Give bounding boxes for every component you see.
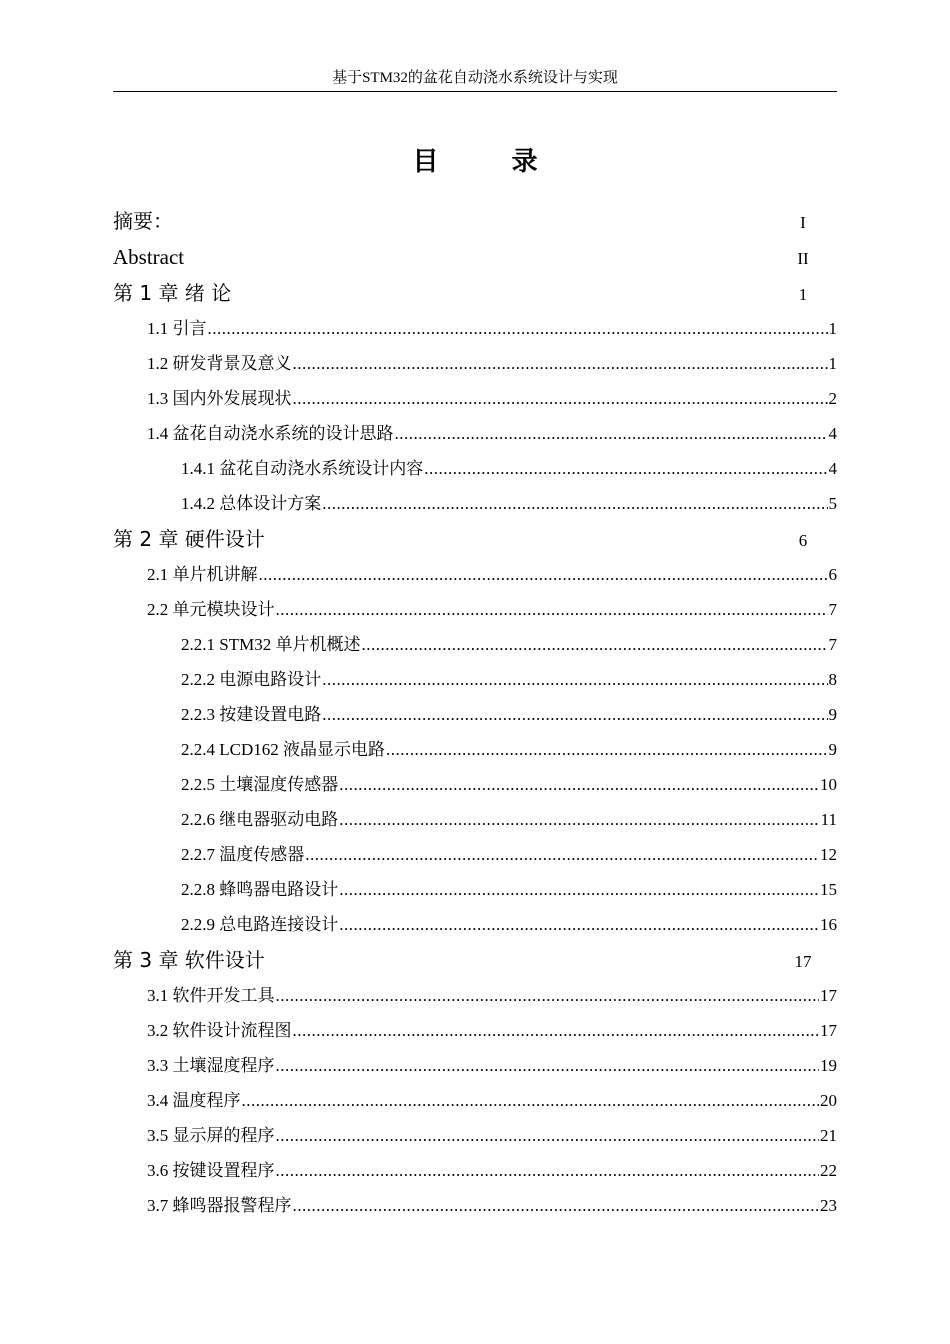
toc-entry-2-2-6[interactable] — [113, 802, 837, 837]
toc-entry-2-2-7[interactable] — [113, 837, 837, 872]
toc-entry-page: 12 — [820, 845, 837, 864]
toc-entry-page: II — [797, 249, 809, 268]
toc-entry-label: 2.2.8 蜂鸣器电路设计 — [181, 880, 339, 899]
toc-entry-chapter-2[interactable] — [113, 521, 837, 557]
dot-leader — [293, 346, 828, 381]
toc-entry-2-2-8[interactable] — [113, 872, 837, 907]
toc-entry-1-4-1[interactable] — [113, 451, 837, 486]
toc-entry-page: 17 — [820, 1021, 837, 1040]
dot-leader — [293, 381, 828, 416]
dot-leader — [386, 732, 828, 767]
toc-entry-2-2-9[interactable] — [113, 907, 837, 942]
toc-entry-label: 1.4.1 盆花自动浇水系统设计内容 — [181, 459, 424, 478]
toc-entry-label: 第 1 章 绪 论 — [113, 281, 232, 305]
toc-entry-2-2[interactable] — [113, 592, 837, 627]
toc-entry-1-2[interactable] — [113, 346, 837, 381]
toc-entry-2-2-3[interactable] — [113, 697, 837, 732]
toc-entry-label: 3.5 显示屏的程序 — [147, 1126, 275, 1145]
dot-leader — [339, 802, 819, 837]
dot-leader — [293, 1188, 820, 1223]
toc-entry-label: 1.3 国内外发展现状 — [147, 389, 292, 408]
toc-entry-page: 20 — [820, 1091, 837, 1110]
toc-entry-1-3[interactable] — [113, 381, 837, 416]
toc-entry-label: 2.2.6 继电器驱动电路 — [181, 810, 339, 829]
dot-leader — [424, 451, 827, 486]
dot-leader — [395, 416, 828, 451]
toc-entry-3-3[interactable] — [113, 1048, 837, 1083]
toc-entry-label: 2.2.4 LCD162 液晶显示电路 — [181, 740, 385, 759]
toc-entry-page: 6 — [828, 565, 837, 584]
toc-entry-label: 3.7 蜂鸣器报警程序 — [147, 1196, 292, 1215]
toc-entry-chapter-3[interactable] — [113, 942, 837, 978]
toc-entry-page: 19 — [820, 1056, 837, 1075]
toc-entry-2-2-2[interactable] — [113, 662, 837, 697]
toc-entry-2-2-1[interactable] — [113, 627, 837, 662]
toc-entry-page: 4 — [828, 459, 837, 478]
toc-entry-abstract-en[interactable] — [113, 239, 837, 275]
toc-entry-3-1[interactable] — [113, 978, 837, 1013]
dot-leader — [305, 837, 819, 872]
toc-entry-label: 2.2.3 按建设置电路 — [181, 705, 322, 724]
toc-entry-page: 10 — [820, 775, 837, 794]
toc-entry-label: 2.2.1 STM32 单片机概述 — [181, 635, 361, 654]
toc-entry-label: 1.1 引言 — [147, 319, 207, 338]
toc-entry-label: 2.2 单元模块设计 — [147, 600, 275, 619]
toc-entry-page: 1 — [828, 354, 837, 373]
toc-entry-page: 21 — [820, 1126, 837, 1145]
dot-leader — [276, 1153, 820, 1188]
running-header: 基于STM32的盆花自动浇水系统设计与实现 — [113, 67, 837, 92]
toc-entry-3-6[interactable] — [113, 1153, 837, 1188]
toc-entry-label: 第 3 章 软件设计 — [113, 948, 265, 972]
dot-leader — [242, 1083, 820, 1118]
toc-entry-2-2-4[interactable] — [113, 732, 837, 767]
toc-entry-page: 5 — [828, 494, 837, 513]
toc-entry-label: 2.2.5 土壤湿度传感器 — [181, 775, 339, 794]
table-of-contents — [113, 203, 837, 1223]
dot-leader — [339, 907, 819, 942]
dot-leader — [276, 592, 828, 627]
toc-entry-page: 17 — [794, 952, 812, 971]
toc-entry-label: 第 2 章 硬件设计 — [113, 527, 265, 551]
toc-entry-1-4[interactable] — [113, 416, 837, 451]
toc-entry-label: 2.1 单片机讲解 — [147, 565, 258, 584]
toc-entry-page: 23 — [820, 1196, 837, 1215]
toc-entry-label: 1.4 盆花自动浇水系统的设计思路 — [147, 424, 394, 443]
toc-entry-page: 4 — [828, 424, 837, 443]
toc-entry-2-1[interactable] — [113, 557, 837, 592]
toc-entry-page: 16 — [820, 915, 837, 934]
toc-entry-3-2[interactable] — [113, 1013, 837, 1048]
toc-entry-3-4[interactable] — [113, 1083, 837, 1118]
toc-entry-label: 2.2.9 总电路连接设计 — [181, 915, 339, 934]
toc-title: 目 录 — [412, 147, 570, 177]
toc-entry-page: 6 — [798, 531, 808, 550]
dot-leader — [361, 627, 827, 662]
toc-entry-page: 1 — [798, 285, 808, 304]
toc-entry-abstract-cn[interactable] — [113, 203, 837, 239]
dot-leader — [276, 1118, 820, 1153]
toc-entry-page: 11 — [820, 810, 837, 829]
toc-entry-label: Abstract — [113, 245, 185, 269]
dot-leader — [293, 1013, 820, 1048]
toc-entry-label: 3.4 温度程序 — [147, 1091, 241, 1110]
dot-leader — [322, 662, 827, 697]
toc-entry-2-2-5[interactable] — [113, 767, 837, 802]
toc-entry-page: 22 — [820, 1161, 837, 1180]
toc-entry-label: 3.1 软件开发工具 — [147, 986, 275, 1005]
toc-entry-label: 摘要： — [113, 209, 173, 233]
dot-leader — [339, 872, 819, 907]
toc-entry-label: 2.2.2 电源电路设计 — [181, 670, 322, 689]
dot-leader — [259, 557, 828, 592]
toc-entry-page: 9 — [828, 740, 837, 759]
toc-entry-1-1[interactable] — [113, 311, 837, 346]
dot-leader — [339, 767, 819, 802]
toc-entry-page: 7 — [828, 600, 837, 619]
toc-entry-page: I — [800, 213, 806, 232]
toc-entry-label: 1.2 研发背景及意义 — [147, 354, 292, 373]
toc-entry-1-4-2[interactable] — [113, 486, 837, 521]
toc-entry-label: 2.2.7 温度传感器 — [181, 845, 305, 864]
toc-entry-chapter-1[interactable] — [113, 275, 837, 311]
dot-leader — [208, 311, 828, 346]
toc-entry-page: 8 — [828, 670, 837, 689]
toc-entry-3-7[interactable] — [113, 1188, 837, 1223]
toc-entry-page: 7 — [828, 635, 837, 654]
dot-leader — [276, 978, 820, 1013]
toc-entry-label: 3.3 土壤湿度程序 — [147, 1056, 275, 1075]
toc-entry-page: 17 — [820, 986, 837, 1005]
toc-entry-page: 15 — [820, 880, 837, 899]
toc-entry-page: 1 — [828, 319, 837, 338]
toc-entry-label: 1.4.2 总体设计方案 — [181, 494, 322, 513]
toc-entry-3-5[interactable] — [113, 1118, 837, 1153]
dot-leader — [276, 1048, 820, 1083]
toc-entry-page: 2 — [828, 389, 837, 408]
toc-entry-label: 3.6 按键设置程序 — [147, 1161, 275, 1180]
toc-entry-label: 3.2 软件设计流程图 — [147, 1021, 292, 1040]
dot-leader — [322, 697, 827, 732]
dot-leader — [322, 486, 827, 521]
toc-entry-page: 9 — [828, 705, 837, 724]
